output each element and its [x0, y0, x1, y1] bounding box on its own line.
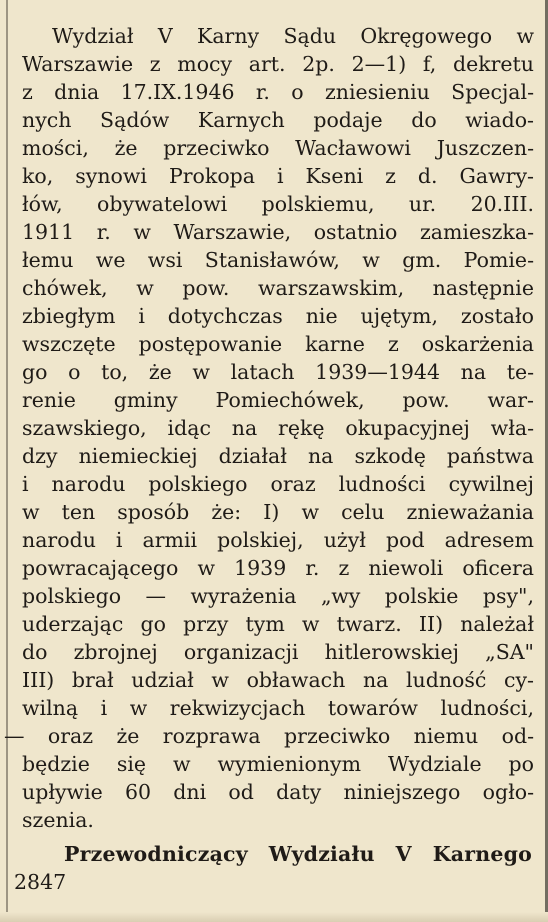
notice-line: wszczęte postępowanie karne z oskarżenia [22, 332, 534, 356]
notice-line: szenia. [22, 808, 94, 832]
notice-line: do zbrojnej organizacji hitlerowskiej „SA" [22, 640, 534, 664]
notice-line: łemu we wsi Stanisławów, w gm. Pomie- [22, 248, 534, 272]
notice-line: uderzając go przy tym w twarz. II) należał [22, 612, 534, 636]
signature-line: Przewodniczący Wydziału V Karnego [64, 842, 532, 866]
notice-line: III) brał udział w obławach na ludność cy- [22, 668, 534, 692]
notice-line: będzie się w wymienionym Wydziale po [22, 752, 534, 776]
notice-line: go o to, że w latach 1939—1944 na te- [22, 360, 534, 384]
notice-line: chówek, w pow. warszawskim, następnie [22, 276, 534, 300]
notice-line: Warszawie z mocy art. 2p. 2—1) f, dekretu [22, 52, 534, 76]
notice-line: ko, synowi Prokopa i Kseni z d. Gawry- [22, 164, 534, 188]
notice-line: 1911 r. w Warszawie, ostatnio zamieszka- [22, 220, 534, 244]
notice-line: łów, obywatelowi polskiemu, ur. 20.III. [22, 192, 534, 216]
notice-line: dzy niemieckiej działał na szkodę państwa [22, 444, 534, 468]
notice-line: mości, że przeciwko Wacławowi Juszczen- [22, 136, 534, 160]
notice-line: upływie 60 dni od daty niniejszego ogło- [22, 780, 534, 804]
notice-number: 2847 [14, 870, 67, 894]
notice-line: polskiego — wyrażenia „wy polskie psy", [22, 584, 534, 608]
notice-line: w ten sposób że: I) w celu znieważania [22, 500, 534, 524]
notice-line: i narodu polskiego oraz ludności cywilnej [22, 472, 534, 496]
notice-line: narodu i armii polskiej, użył pod adresem [22, 528, 534, 552]
page-bottom-edge [0, 912, 548, 922]
notice-line: Wydział V Karny Sądu Okręgowego w [52, 24, 534, 48]
notice-line: powracającego w 1939 r. z niewoli oficera [22, 556, 534, 580]
notice-line: z dnia 17.IX.1946 r. o zniesieniu Specjal- [22, 80, 534, 104]
notice-line: wilną i w rekwizycjach towarów ludności, [22, 696, 534, 720]
column-left-rule [6, 0, 8, 922]
notice-line: — oraz że rozprawa przeciwko niemu od- [4, 724, 534, 748]
notice-line: zbiegłym i dotychczas nie ujętym, zostało [22, 304, 534, 328]
notice-line: szawskiego, idąc na rękę okupacyjnej wła- [22, 416, 534, 440]
notice-line: renie gminy Pomiechówek, pow. war- [22, 388, 534, 412]
notice-line: nych Sądów Karnych podaje do wiado- [22, 108, 534, 132]
